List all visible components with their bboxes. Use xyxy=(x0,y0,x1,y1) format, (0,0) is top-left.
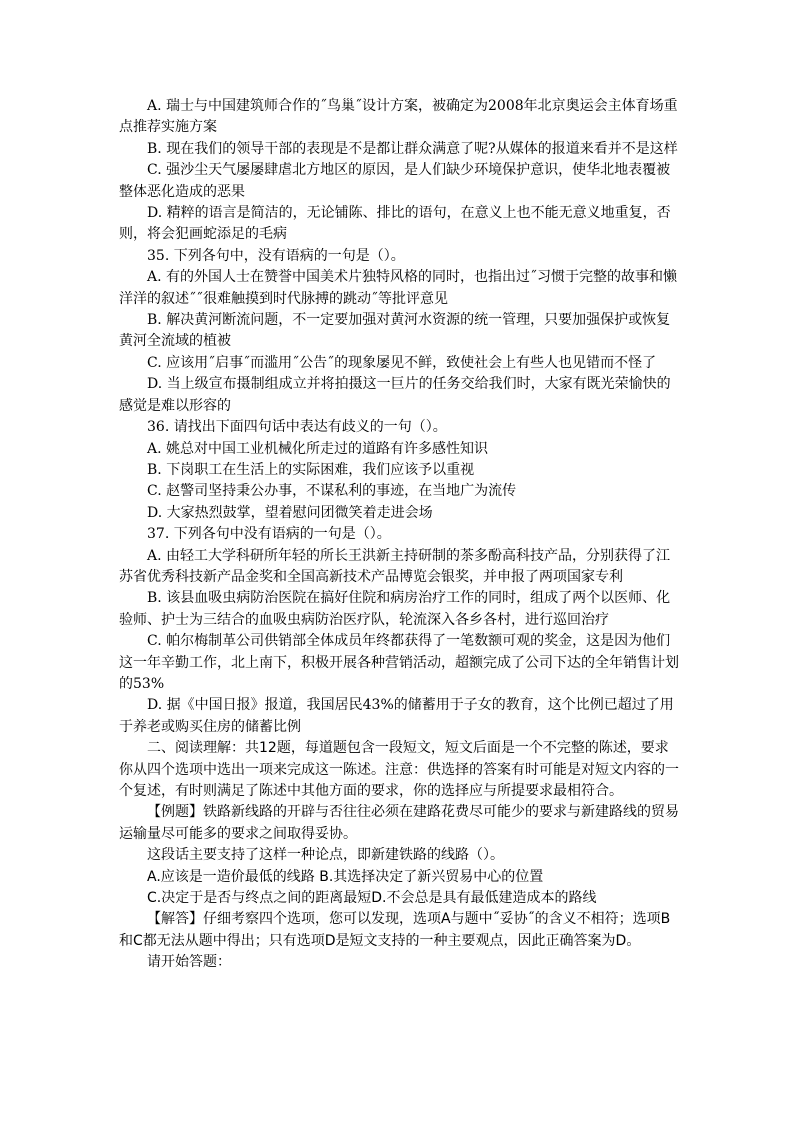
option-b-34: B. 现在我们的领导干部的表现是不是都让群众满意了呢?从媒体的报道来看并不是这样 xyxy=(147,140,678,157)
example-question: 这段话主要支持了这样一种论点，即新建铁路的线路（）。 xyxy=(147,847,504,864)
option-a-34: A. 瑞士与中国建筑师合作的˝鸟巢˝设计方案，被确定为2008年北京奥运会主体育场重点推荐实施方案 xyxy=(119,98,678,136)
option-a-36: A. 姚总对中国工业机械化所走过的道路有许多感性知识 xyxy=(147,440,489,457)
example-options-cd: C.决定于是否与终点之间的距离最短D.不会总是具有最低建造成本的路线 xyxy=(147,890,597,907)
question-36: 36. 请找出下面四句话中表达有歧义的一句（）。 xyxy=(147,419,447,436)
option-b-36: B. 下岗职工在生活上的实际困难，我们应该予以重视 xyxy=(147,461,475,478)
option-d-36: D. 大家热烈鼓掌，望着慰问团微笑着走进会场 xyxy=(147,504,433,521)
option-d-37: D. 据《中国日报》报道，我国居民43%的储蓄用于子女的教育，这个比例已超过了用于养老或购买住房的储蓄比例 xyxy=(119,697,674,735)
option-b-35: B. 解决黄河断流问题，不一定要加强对黄河水资源的统一管理，只要加强保护或恢复黄河全流域的植被 xyxy=(119,312,671,350)
option-c-37: C. 帕尔梅制革公司供销部全体成员年终都获得了一笔数额可观的奖金，这是因为他们这一年辛勤工作，北上南下，积极开展各种营销活动，超额完成了公司下达的全年销售计划的53% xyxy=(119,633,679,692)
option-a-37: A. 由轻工大学科研所年轻的所长王洪新主持研制的茶多酚高科技产品，分别获得了江苏省优秀科技新产品金奖和全国高新技术产品博览会银奖，并申报了两项国家专利 xyxy=(119,547,671,585)
question-37: 37. 下列各句中没有语病的一句是（）。 xyxy=(147,526,391,543)
option-a-35: A. 有的外国人士在赞誉中国美术片独特风格的同时，也指出过˝习惯于完整的故事和懒洋洋的叙述˝˝很难触摸到时代脉搏的跳动˝等批评意见 xyxy=(119,269,678,307)
option-d-34: D. 精粹的语言是简洁的，无论铺陈、排比的语句，在意义上也不能无意义地重复，否则，将会犯画蛇添足的毛病 xyxy=(119,205,671,243)
option-c-34: C. 强沙尘天气屡屡肆虐北方地区的原因，是人们缺少环境保护意识，使华北地表覆被整体恶化造成的恶果 xyxy=(119,162,671,200)
option-c-36: C. 赵警司坚持秉公办事，不谋私利的事迹，在当地广为流传 xyxy=(147,483,517,500)
example-passage: 【例题】铁路新线路的开辟与否往往必须在建路花费尽可能少的要求与新建路线的贸易运输量尽可能多的要求之间取得妥协。 xyxy=(119,804,679,842)
section-heading-reading: 二、阅读理解：共12题，每道题包含一段短文，短文后面是一个不完整的陈述，要求你从四个选项中选出一项来完成这一陈述。注意：供选择的答案有时可能是对短文内容的一个复述，有时则满足了陈述中其他方面的要求，你的选择应与所提要求最相符合。 xyxy=(119,740,679,799)
example-options-ab: A.应该是一造价最低的线路 B.其选择决定了新兴贸易中心的位置 xyxy=(147,868,544,885)
question-35: 35. 下列各句中，没有语病的一句是（）。 xyxy=(147,247,405,264)
example-answer: 【解答】仔细考察四个选项，您可以发现，选项A与题中˝妥协˝的含义不相符；选项B和C都无法从题中得出；只有选项D是短文支持的一种主要观点，因此正确答案为D。 xyxy=(119,911,671,949)
document-page xyxy=(119,96,679,974)
start-prompt: 请开始答题： xyxy=(147,954,231,971)
option-c-35: C. 应该用˝启事˝而滥用˝公告˝的现象屡见不鲜，致使社会上有些人也见错而不怪了 xyxy=(147,354,657,371)
option-d-35: D. 当上级宣布摄制组成立并将拍摄这一巨片的任务交给我们时，大家有既光荣愉快的感觉是难以形容的 xyxy=(119,376,671,414)
option-b-37: B. 该县血吸虫病防治医院在搞好住院和病房治疗工作的同时，组成了两个以医师、化验师、护士为三结合的血吸虫病防治医疗队，轮流深入各乡各村，进行巡回治疗 xyxy=(119,590,671,628)
